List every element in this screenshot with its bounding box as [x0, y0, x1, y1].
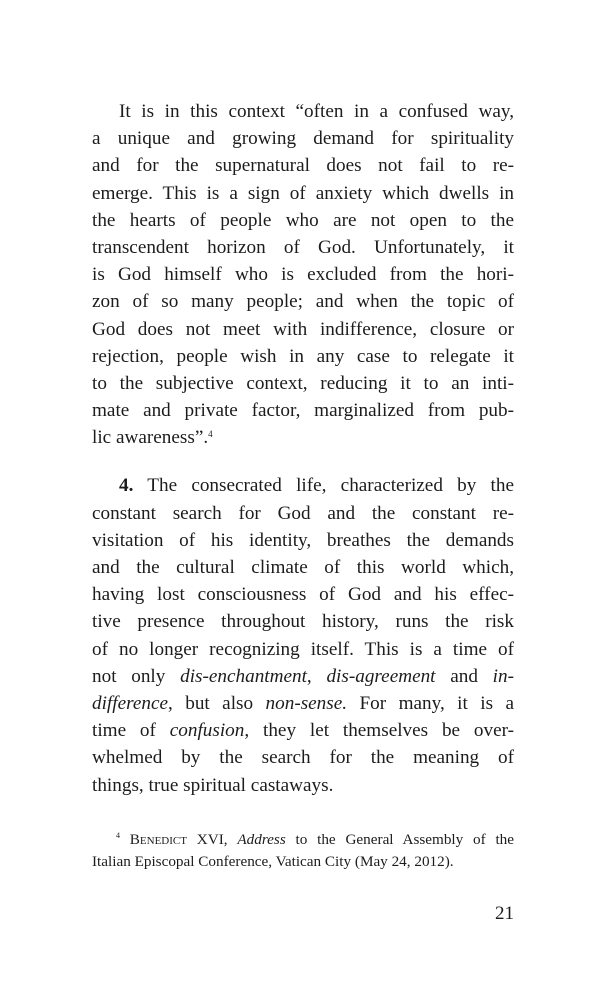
paragraph-2-line: whelmed by the search for the meaning of: [92, 747, 514, 769]
paragraph-1-line: the hearts of people who are not open to the: [92, 209, 514, 231]
italic-term: dis-enchantment: [180, 665, 307, 687]
paragraph-1-last-text: lic awareness”.: [92, 427, 209, 449]
footnote-author-rest: XVI,: [186, 831, 238, 848]
paragraph-1-line: zon of so many people; and when the topic of: [92, 291, 514, 313]
paragraph-2: [92, 472, 514, 798]
paragraph-1-line: and for the supernatural does not fail to re-: [92, 155, 514, 177]
italic-term: in-: [492, 665, 514, 687]
footnote-reference: 4: [208, 429, 213, 440]
footnote-line-1: [92, 829, 514, 851]
paragraph-2-line-10: [92, 717, 514, 744]
paragraph-2-line: of no longer recognizing itself. This is a time of: [92, 638, 514, 660]
paragraph-1-line: transcendent horizon of God. Unfortunately, it: [92, 236, 514, 258]
paragraph-1-line: emerge. This is a sign of anxiety which dwells in: [92, 182, 514, 204]
italic-term: non-sense.: [265, 692, 348, 714]
paragraph-2-line: visitation of his identity, breathes the demands: [92, 529, 514, 551]
italic-term: difference: [92, 692, 169, 714]
paragraph-2-line-9: [92, 690, 514, 717]
paragraph-2-line: tive presence throughout history, runs the risk: [92, 611, 514, 633]
text-run: ,: [306, 665, 327, 687]
paragraph-1-line: God does not meet with indifference, closure or: [92, 318, 514, 340]
paragraph-1-line: mate and private factor, marginalized from pub-: [92, 400, 514, 422]
paragraph-2-last-line: things, true spiritual castaways.: [92, 774, 334, 796]
text-run: For many, it is a: [347, 692, 515, 714]
footnote-line-2: Italian Episcopal Conference, Vatican City (May 24, 2012).: [92, 853, 454, 870]
footnote-title: Address: [237, 831, 286, 848]
paragraph-2-line-8: [92, 663, 514, 690]
paragraph-2-line: constant search for God and the constant re-: [92, 502, 514, 524]
paragraph-1-line: is God himself who is excluded from the hori-: [92, 264, 514, 286]
paragraph-1-line: to the subjective context, reducing it to an inti-: [92, 372, 514, 394]
paragraph-1-line: a unique and growing demand for spirituality: [92, 128, 514, 150]
footnote: [92, 829, 514, 873]
paragraph-2-line: and the cultural climate of this world which,: [92, 557, 514, 578]
text-run: time of: [92, 720, 170, 742]
footnote-mark: 4: [116, 831, 120, 840]
italic-term: confusion: [169, 720, 245, 742]
footnote-author: Benedict: [129, 831, 187, 848]
text-run: , but also: [168, 692, 266, 714]
paragraph-2-first-line: [92, 472, 514, 499]
text-run: and: [435, 665, 493, 687]
body-text: [92, 98, 514, 799]
paragraph-2-line: having lost consciousness of God and his effec-: [92, 584, 514, 606]
paragraph-gap: [92, 451, 514, 472]
page-number: 21: [495, 903, 514, 924]
paragraph-1: [92, 98, 514, 451]
footnote-text: to the General Assembly of the: [285, 831, 515, 848]
paragraph-1-last-line: [92, 424, 514, 451]
paragraph-number: 4.: [119, 475, 134, 497]
paragraph-1-line: It is in this context “often in a confused way,: [119, 101, 514, 122]
paragraph-2-first-text: The consecrated life, characterized by the: [133, 475, 514, 497]
text-run: not only: [92, 665, 181, 687]
paragraph-1-line: rejection, people wish in any case to relegate it: [92, 345, 514, 367]
italic-term: dis-agreement: [326, 665, 436, 687]
text-run: , they let themselves be over-: [244, 720, 514, 742]
